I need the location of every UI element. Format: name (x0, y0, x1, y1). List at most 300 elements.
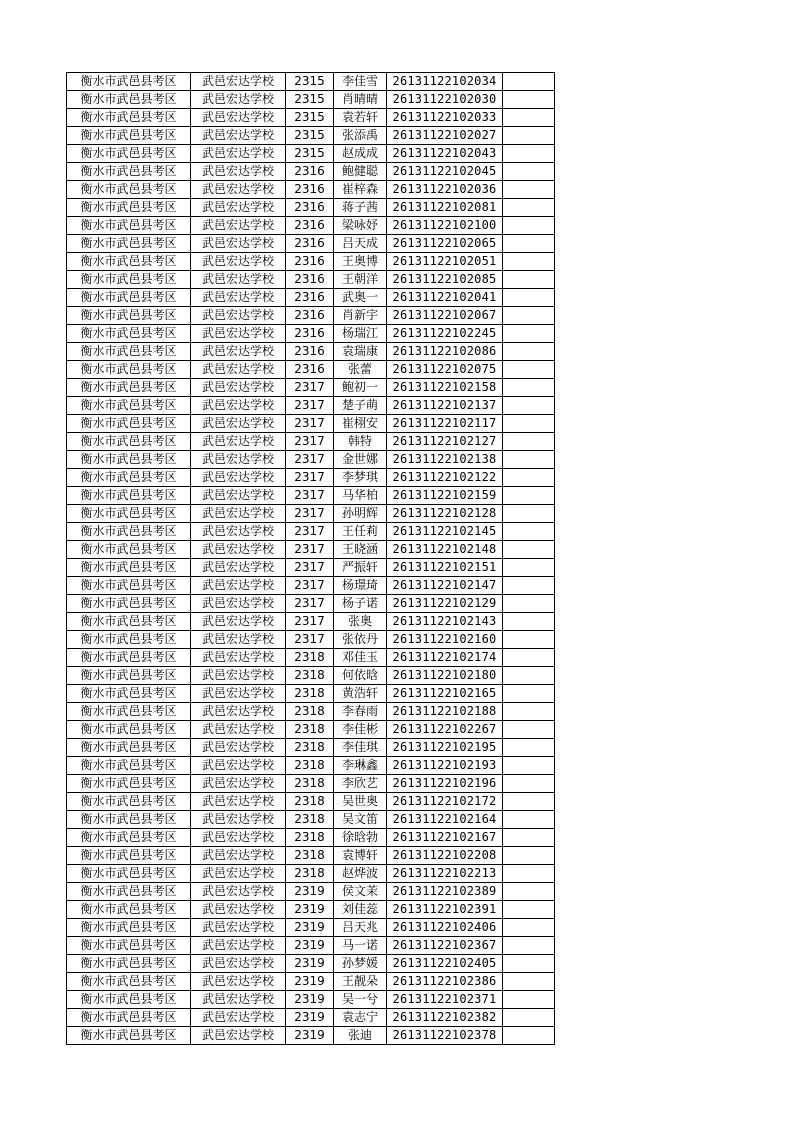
table-row (67, 109, 555, 127)
class-cell: 2318 (286, 739, 334, 757)
student-name-cell: 吴一兮 (334, 991, 387, 1009)
empty-cell (503, 757, 555, 775)
exam-id-cell: 26131122102196 (387, 775, 503, 793)
school-cell: 武邑宏达学校 (191, 145, 286, 163)
empty-cell (503, 109, 555, 127)
district-cell: 衡水市武邑县考区 (67, 937, 191, 955)
school-cell: 武邑宏达学校 (191, 73, 286, 91)
school-cell: 武邑宏达学校 (191, 865, 286, 883)
class-cell: 2319 (286, 937, 334, 955)
student-name-cell: 吕天兆 (334, 919, 387, 937)
empty-cell (503, 253, 555, 271)
district-cell: 衡水市武邑县考区 (67, 397, 191, 415)
class-cell: 2317 (286, 469, 334, 487)
empty-cell (503, 577, 555, 595)
table-row (67, 901, 555, 919)
exam-id-cell: 26131122102128 (387, 505, 503, 523)
exam-id-cell: 26131122102245 (387, 325, 503, 343)
student-name-cell: 鲍健聪 (334, 163, 387, 181)
exam-id-cell: 26131122102036 (387, 181, 503, 199)
district-cell: 衡水市武邑县考区 (67, 865, 191, 883)
table-row (67, 325, 555, 343)
class-cell: 2319 (286, 883, 334, 901)
district-cell: 衡水市武邑县考区 (67, 901, 191, 919)
table-row (67, 1027, 555, 1045)
student-name-cell: 邓佳玉 (334, 649, 387, 667)
school-cell: 武邑宏达学校 (191, 775, 286, 793)
empty-cell (503, 1027, 555, 1045)
class-cell: 2317 (286, 505, 334, 523)
class-cell: 2316 (286, 271, 334, 289)
table-row (67, 217, 555, 235)
class-cell: 2316 (286, 343, 334, 361)
school-cell: 武邑宏达学校 (191, 577, 286, 595)
student-name-cell: 王靓朵 (334, 973, 387, 991)
student-name-cell: 何依晗 (334, 667, 387, 685)
exam-id-cell: 26131122102086 (387, 343, 503, 361)
school-cell: 武邑宏达学校 (191, 271, 286, 289)
class-cell: 2318 (286, 811, 334, 829)
table-row (67, 667, 555, 685)
district-cell: 衡水市武邑县考区 (67, 883, 191, 901)
district-cell: 衡水市武邑县考区 (67, 217, 191, 235)
student-name-cell: 肖晴晴 (334, 91, 387, 109)
exam-id-cell: 26131122102405 (387, 955, 503, 973)
school-cell: 武邑宏达学校 (191, 937, 286, 955)
school-cell: 武邑宏达学校 (191, 415, 286, 433)
class-cell: 2317 (286, 397, 334, 415)
table-row (67, 181, 555, 199)
class-cell: 2317 (286, 559, 334, 577)
class-cell: 2319 (286, 1027, 334, 1045)
district-cell: 衡水市武邑县考区 (67, 757, 191, 775)
student-name-cell: 蒋子茜 (334, 199, 387, 217)
empty-cell (503, 379, 555, 397)
class-cell: 2318 (286, 847, 334, 865)
class-cell: 2318 (286, 775, 334, 793)
student-name-cell: 孙梦媛 (334, 955, 387, 973)
student-name-cell: 张迪 (334, 1027, 387, 1045)
exam-id-cell: 26131122102122 (387, 469, 503, 487)
school-cell: 武邑宏达学校 (191, 487, 286, 505)
exam-id-cell: 26131122102195 (387, 739, 503, 757)
school-cell: 武邑宏达学校 (191, 109, 286, 127)
table-row (67, 397, 555, 415)
empty-cell (503, 865, 555, 883)
table-row (67, 163, 555, 181)
student-name-cell: 梁咏妤 (334, 217, 387, 235)
school-cell: 武邑宏达学校 (191, 919, 286, 937)
student-name-cell: 黄浩轩 (334, 685, 387, 703)
empty-cell (503, 541, 555, 559)
empty-cell (503, 595, 555, 613)
empty-cell (503, 955, 555, 973)
empty-cell (503, 811, 555, 829)
district-cell: 衡水市武邑县考区 (67, 379, 191, 397)
exam-id-cell: 26131122102391 (387, 901, 503, 919)
exam-id-cell: 26131122102138 (387, 451, 503, 469)
table-row (67, 523, 555, 541)
table-row (67, 451, 555, 469)
exam-id-cell: 26131122102213 (387, 865, 503, 883)
district-cell: 衡水市武邑县考区 (67, 487, 191, 505)
district-cell: 衡水市武邑县考区 (67, 775, 191, 793)
empty-cell (503, 973, 555, 991)
table-row (67, 631, 555, 649)
exam-id-cell: 26131122102386 (387, 973, 503, 991)
exam-id-cell: 26131122102127 (387, 433, 503, 451)
class-cell: 2315 (286, 73, 334, 91)
school-cell: 武邑宏达学校 (191, 325, 286, 343)
empty-cell (503, 433, 555, 451)
exam-id-cell: 26131122102100 (387, 217, 503, 235)
school-cell: 武邑宏达学校 (191, 847, 286, 865)
exam-id-cell: 26131122102043 (387, 145, 503, 163)
student-name-cell: 李佳琪 (334, 739, 387, 757)
student-name-cell: 赵烨波 (334, 865, 387, 883)
school-cell: 武邑宏达学校 (191, 361, 286, 379)
class-cell: 2317 (286, 379, 334, 397)
exam-id-cell: 26131122102172 (387, 793, 503, 811)
school-cell: 武邑宏达学校 (191, 235, 286, 253)
student-name-cell: 赵成成 (334, 145, 387, 163)
class-cell: 2315 (286, 91, 334, 109)
exam-id-cell: 26131122102193 (387, 757, 503, 775)
empty-cell (503, 1009, 555, 1027)
table-row (67, 865, 555, 883)
table-row (67, 613, 555, 631)
exam-id-cell: 26131122102208 (387, 847, 503, 865)
student-name-cell: 袁志宁 (334, 1009, 387, 1027)
school-cell: 武邑宏达学校 (191, 991, 286, 1009)
student-name-cell: 杨瑞江 (334, 325, 387, 343)
table-row (67, 1009, 555, 1027)
class-cell: 2319 (286, 901, 334, 919)
table-row (67, 829, 555, 847)
class-cell: 2317 (286, 613, 334, 631)
student-name-cell: 崔栩安 (334, 415, 387, 433)
district-cell: 衡水市武邑县考区 (67, 667, 191, 685)
class-cell: 2318 (286, 667, 334, 685)
table-row (67, 811, 555, 829)
exam-id-cell: 26131122102065 (387, 235, 503, 253)
student-name-cell: 李佳彬 (334, 721, 387, 739)
student-name-cell: 张蕾 (334, 361, 387, 379)
exam-id-cell: 26131122102027 (387, 127, 503, 145)
class-cell: 2316 (286, 289, 334, 307)
school-cell: 武邑宏达学校 (191, 343, 286, 361)
class-cell: 2317 (286, 415, 334, 433)
empty-cell (503, 739, 555, 757)
table-row (67, 199, 555, 217)
school-cell: 武邑宏达学校 (191, 595, 286, 613)
table-row (67, 847, 555, 865)
table-row (67, 307, 555, 325)
table-row (67, 379, 555, 397)
school-cell: 武邑宏达学校 (191, 631, 286, 649)
exam-id-cell: 26131122102075 (387, 361, 503, 379)
exam-id-cell: 26131122102164 (387, 811, 503, 829)
table-row (67, 415, 555, 433)
table-row (67, 757, 555, 775)
school-cell: 武邑宏达学校 (191, 955, 286, 973)
class-cell: 2316 (286, 217, 334, 235)
student-name-cell: 杨子诺 (334, 595, 387, 613)
student-name-cell: 李春雨 (334, 703, 387, 721)
school-cell: 武邑宏达学校 (191, 397, 286, 415)
empty-cell (503, 91, 555, 109)
student-name-cell: 袁瑞康 (334, 343, 387, 361)
school-cell: 武邑宏达学校 (191, 883, 286, 901)
class-cell: 2318 (286, 829, 334, 847)
school-cell: 武邑宏达学校 (191, 703, 286, 721)
class-cell: 2316 (286, 181, 334, 199)
school-cell: 武邑宏达学校 (191, 1027, 286, 1045)
class-cell: 2317 (286, 487, 334, 505)
class-cell: 2316 (286, 253, 334, 271)
empty-cell (503, 127, 555, 145)
empty-cell (503, 325, 555, 343)
student-name-cell: 金世娜 (334, 451, 387, 469)
district-cell: 衡水市武邑县考区 (67, 721, 191, 739)
district-cell: 衡水市武邑县考区 (67, 559, 191, 577)
empty-cell (503, 613, 555, 631)
class-cell: 2318 (286, 685, 334, 703)
class-cell: 2317 (286, 523, 334, 541)
class-cell: 2316 (286, 235, 334, 253)
class-cell: 2316 (286, 163, 334, 181)
district-cell: 衡水市武邑县考区 (67, 1009, 191, 1027)
exam-id-cell: 26131122102371 (387, 991, 503, 1009)
empty-cell (503, 847, 555, 865)
student-name-cell: 李佳雪 (334, 73, 387, 91)
table-row (67, 775, 555, 793)
student-name-cell: 王晓涵 (334, 541, 387, 559)
student-name-cell: 袁若轩 (334, 109, 387, 127)
student-name-cell: 马华柏 (334, 487, 387, 505)
class-cell: 2317 (286, 451, 334, 469)
table-row (67, 235, 555, 253)
district-cell: 衡水市武邑县考区 (67, 739, 191, 757)
empty-cell (503, 289, 555, 307)
class-cell: 2315 (286, 109, 334, 127)
student-name-cell: 武奥一 (334, 289, 387, 307)
student-name-cell: 王任莉 (334, 523, 387, 541)
table-row (67, 973, 555, 991)
student-name-cell: 吕天成 (334, 235, 387, 253)
empty-cell (503, 505, 555, 523)
district-cell: 衡水市武邑县考区 (67, 109, 191, 127)
empty-cell (503, 721, 555, 739)
table-row (67, 253, 555, 271)
student-name-cell: 刘佳蕊 (334, 901, 387, 919)
student-name-cell: 李梦琪 (334, 469, 387, 487)
district-cell: 衡水市武邑县考区 (67, 73, 191, 91)
school-cell: 武邑宏达学校 (191, 793, 286, 811)
school-cell: 武邑宏达学校 (191, 667, 286, 685)
exam-id-cell: 26131122102158 (387, 379, 503, 397)
school-cell: 武邑宏达学校 (191, 1009, 286, 1027)
exam-id-cell: 26131122102148 (387, 541, 503, 559)
class-cell: 2317 (286, 595, 334, 613)
school-cell: 武邑宏达学校 (191, 289, 286, 307)
empty-cell (503, 307, 555, 325)
student-name-cell: 严振轩 (334, 559, 387, 577)
student-name-cell: 徐晗勃 (334, 829, 387, 847)
empty-cell (503, 667, 555, 685)
exam-id-cell: 26131122102165 (387, 685, 503, 703)
district-cell: 衡水市武邑县考区 (67, 235, 191, 253)
student-name-cell: 王朝洋 (334, 271, 387, 289)
table-row (67, 739, 555, 757)
district-cell: 衡水市武邑县考区 (67, 811, 191, 829)
empty-cell (503, 991, 555, 1009)
table-row (67, 991, 555, 1009)
roster-body (67, 73, 555, 1045)
empty-cell (503, 73, 555, 91)
school-cell: 武邑宏达学校 (191, 433, 286, 451)
class-cell: 2319 (286, 919, 334, 937)
district-cell: 衡水市武邑县考区 (67, 973, 191, 991)
class-cell: 2318 (286, 703, 334, 721)
class-cell: 2319 (286, 991, 334, 1009)
exam-id-cell: 26131122102160 (387, 631, 503, 649)
table-row (67, 559, 555, 577)
empty-cell (503, 829, 555, 847)
school-cell: 武邑宏达学校 (191, 523, 286, 541)
school-cell: 武邑宏达学校 (191, 559, 286, 577)
exam-id-cell: 26131122102382 (387, 1009, 503, 1027)
exam-id-cell: 26131122102378 (387, 1027, 503, 1045)
student-name-cell: 马一诺 (334, 937, 387, 955)
school-cell: 武邑宏达学校 (191, 127, 286, 145)
student-name-cell: 袁博轩 (334, 847, 387, 865)
class-cell: 2318 (286, 793, 334, 811)
student-name-cell: 张依丹 (334, 631, 387, 649)
district-cell: 衡水市武邑县考区 (67, 703, 191, 721)
student-name-cell: 侯文茉 (334, 883, 387, 901)
table-row (67, 271, 555, 289)
district-cell: 衡水市武邑县考区 (67, 415, 191, 433)
exam-id-cell: 26131122102167 (387, 829, 503, 847)
district-cell: 衡水市武邑县考区 (67, 181, 191, 199)
exam-id-cell: 26131122102081 (387, 199, 503, 217)
exam-id-cell: 26131122102188 (387, 703, 503, 721)
exam-id-cell: 26131122102151 (387, 559, 503, 577)
school-cell: 武邑宏达学校 (191, 217, 286, 235)
table-row (67, 127, 555, 145)
exam-id-cell: 26131122102389 (387, 883, 503, 901)
empty-cell (503, 919, 555, 937)
table-row (67, 433, 555, 451)
table-row (67, 361, 555, 379)
district-cell: 衡水市武邑县考区 (67, 199, 191, 217)
class-cell: 2317 (286, 433, 334, 451)
class-cell: 2319 (286, 1009, 334, 1027)
district-cell: 衡水市武邑县考区 (67, 271, 191, 289)
table-row (67, 343, 555, 361)
table-row (67, 685, 555, 703)
exam-id-cell: 26131122102145 (387, 523, 503, 541)
school-cell: 武邑宏达学校 (191, 181, 286, 199)
exam-id-cell: 26131122102180 (387, 667, 503, 685)
empty-cell (503, 163, 555, 181)
empty-cell (503, 343, 555, 361)
student-name-cell: 肖新宇 (334, 307, 387, 325)
district-cell: 衡水市武邑县考区 (67, 325, 191, 343)
district-cell: 衡水市武邑县考区 (67, 577, 191, 595)
empty-cell (503, 217, 555, 235)
exam-id-cell: 26131122102030 (387, 91, 503, 109)
exam-id-cell: 26131122102067 (387, 307, 503, 325)
school-cell: 武邑宏达学校 (191, 253, 286, 271)
table-row (67, 721, 555, 739)
class-cell: 2315 (286, 145, 334, 163)
district-cell: 衡水市武邑县考区 (67, 451, 191, 469)
class-cell: 2318 (286, 649, 334, 667)
empty-cell (503, 271, 555, 289)
student-name-cell: 杨璟琦 (334, 577, 387, 595)
student-name-cell: 张添禹 (334, 127, 387, 145)
school-cell: 武邑宏达学校 (191, 739, 286, 757)
district-cell: 衡水市武邑县考区 (67, 523, 191, 541)
table-row (67, 577, 555, 595)
school-cell: 武邑宏达学校 (191, 685, 286, 703)
empty-cell (503, 703, 555, 721)
class-cell: 2317 (286, 541, 334, 559)
district-cell: 衡水市武邑县考区 (67, 685, 191, 703)
exam-id-cell: 26131122102267 (387, 721, 503, 739)
school-cell: 武邑宏达学校 (191, 379, 286, 397)
class-cell: 2318 (286, 865, 334, 883)
empty-cell (503, 775, 555, 793)
table-row (67, 703, 555, 721)
class-cell: 2319 (286, 973, 334, 991)
school-cell: 武邑宏达学校 (191, 451, 286, 469)
exam-id-cell: 26131122102045 (387, 163, 503, 181)
class-cell: 2316 (286, 361, 334, 379)
district-cell: 衡水市武邑县考区 (67, 793, 191, 811)
table-row (67, 919, 555, 937)
class-cell: 2317 (286, 577, 334, 595)
empty-cell (503, 559, 555, 577)
table-row (67, 937, 555, 955)
district-cell: 衡水市武邑县考区 (67, 127, 191, 145)
exam-id-cell: 26131122102143 (387, 613, 503, 631)
student-name-cell: 王奥博 (334, 253, 387, 271)
district-cell: 衡水市武邑县考区 (67, 847, 191, 865)
empty-cell (503, 793, 555, 811)
class-cell: 2317 (286, 631, 334, 649)
district-cell: 衡水市武邑县考区 (67, 649, 191, 667)
district-cell: 衡水市武邑县考区 (67, 307, 191, 325)
school-cell: 武邑宏达学校 (191, 757, 286, 775)
table-row (67, 883, 555, 901)
district-cell: 衡水市武邑县考区 (67, 631, 191, 649)
empty-cell (503, 181, 555, 199)
exam-id-cell: 26131122102147 (387, 577, 503, 595)
student-name-cell: 吴文笛 (334, 811, 387, 829)
empty-cell (503, 649, 555, 667)
empty-cell (503, 937, 555, 955)
school-cell: 武邑宏达学校 (191, 91, 286, 109)
table-row (67, 91, 555, 109)
empty-cell (503, 883, 555, 901)
school-cell: 武邑宏达学校 (191, 613, 286, 631)
exam-id-cell: 26131122102367 (387, 937, 503, 955)
class-cell: 2318 (286, 721, 334, 739)
district-cell: 衡水市武邑县考区 (67, 469, 191, 487)
